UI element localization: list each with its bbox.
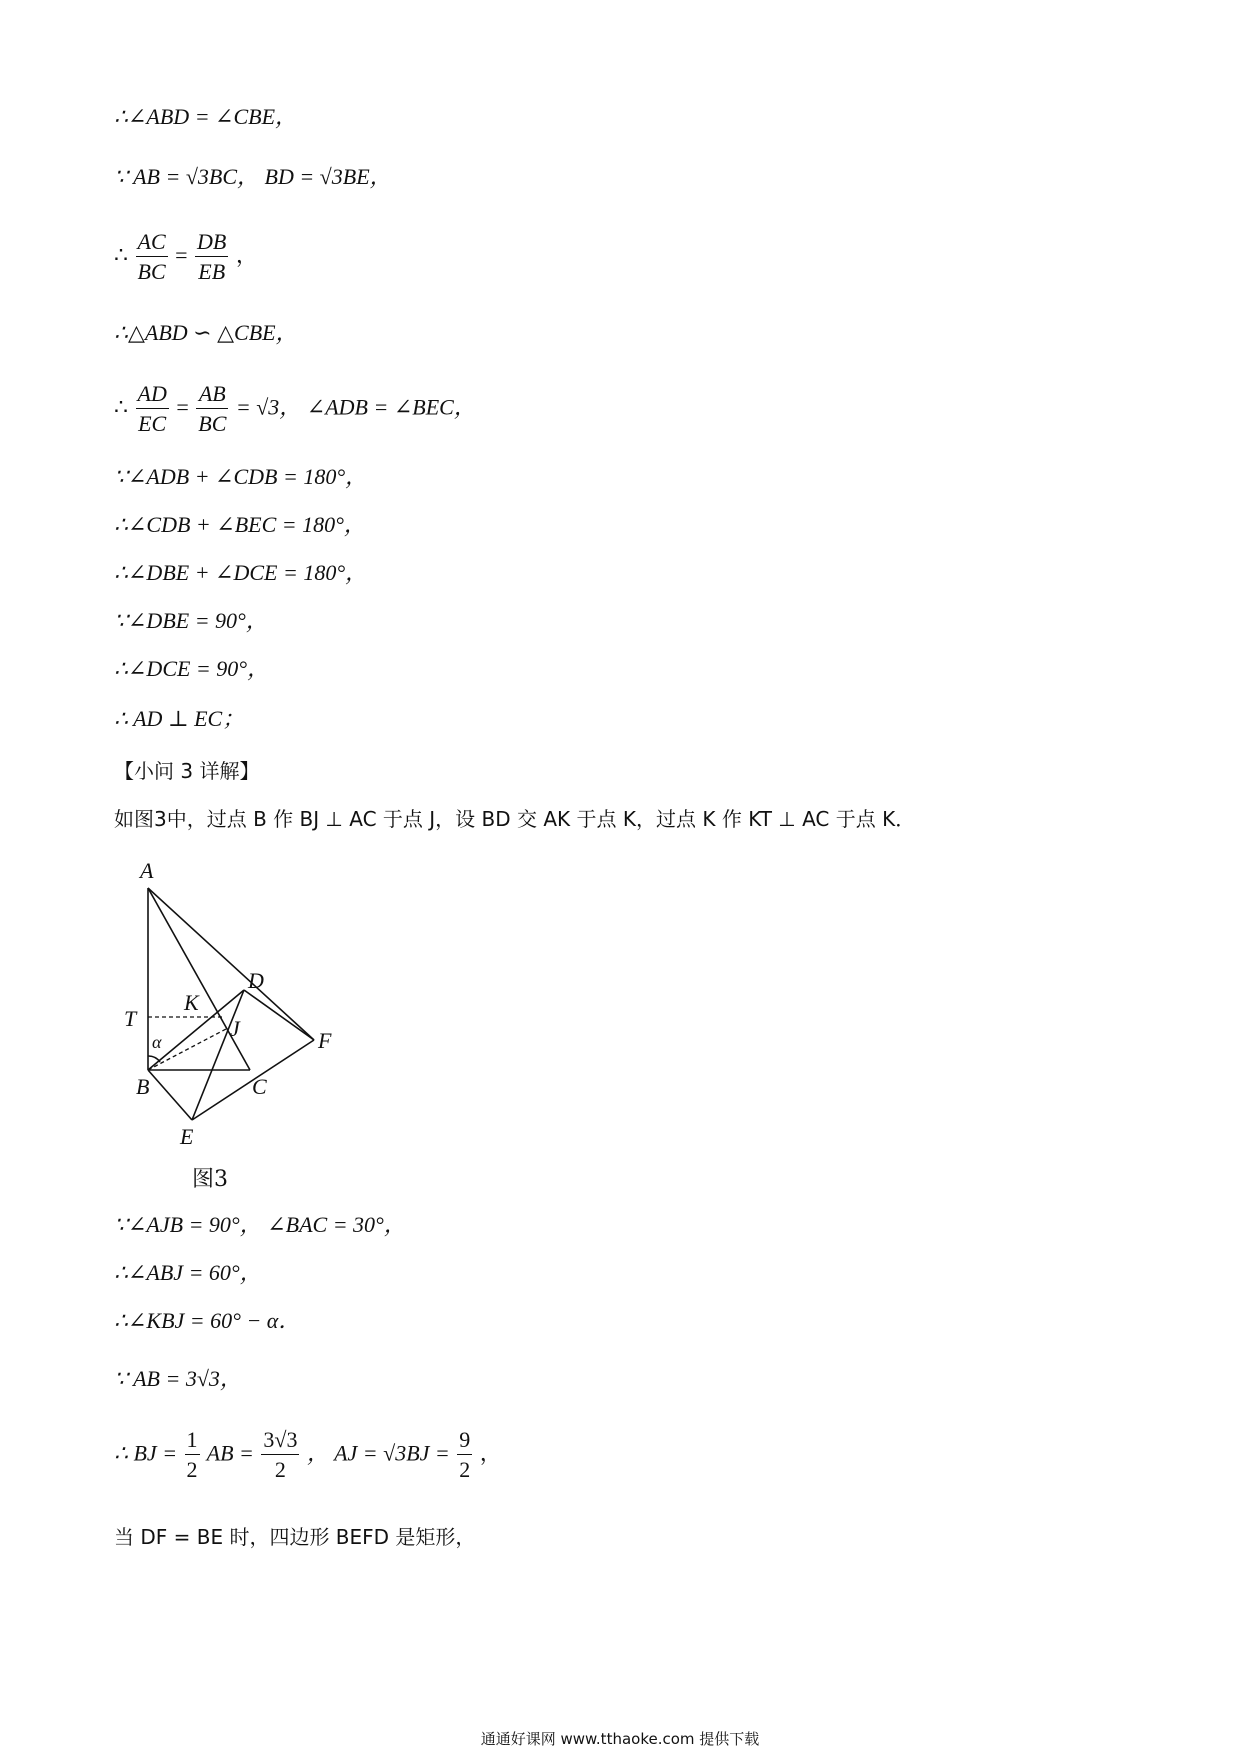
label-J: J xyxy=(230,1016,240,1041)
step-4: ∴△ABD ∽ △CBE， xyxy=(114,320,298,345)
expression-tail: = √3， ∠ADB = ∠BEC， xyxy=(235,394,476,420)
label-C: C xyxy=(252,1074,267,1099)
expression-mid: AB = xyxy=(206,1440,254,1466)
fraction xyxy=(195,228,228,287)
expression-head: ∴ BJ = xyxy=(114,1440,178,1466)
fraction xyxy=(136,380,169,439)
step-2: ∵ AB = √3BC， BD = √3BE， xyxy=(114,164,392,189)
label-alpha: α xyxy=(152,1032,162,1052)
step-8: ∴∠DBE + ∠DCE = 180°， xyxy=(114,560,368,585)
step-17: 当 DF = BE 时，四边形 BEFD 是矩形， xyxy=(114,1525,476,1549)
intro-sentence: 如图3中，过点 B 作 BJ ⊥ AC 于点 J，设 BD 交 AK 于点 K，过点 K 作 KT ⊥ AC 于点 K． xyxy=(114,807,916,831)
step-6: ∵∠ADB + ∠CDB = 180°， xyxy=(114,464,368,489)
step-14: ∴∠KBJ = 60° − α． xyxy=(114,1308,301,1333)
therefore-symbol: ∴ xyxy=(114,242,128,268)
step-7: ∴∠CDB + ∠BEC = 180°， xyxy=(114,512,366,537)
step-3 xyxy=(114,228,258,287)
fraction xyxy=(261,1426,299,1485)
label-D: D xyxy=(248,968,264,993)
numerator: AD xyxy=(136,380,169,409)
numerator: 3√3 xyxy=(261,1426,299,1455)
denominator: BC xyxy=(137,259,166,284)
denominator: 2 xyxy=(274,1457,286,1482)
fraction xyxy=(196,380,228,439)
step-10: ∴∠DCE = 90°， xyxy=(114,656,270,681)
therefore-symbol: ∴ xyxy=(114,394,128,420)
numerator: 9 xyxy=(457,1426,472,1455)
equals: = xyxy=(175,242,188,268)
expression-mid: ， AJ = √3BJ = xyxy=(306,1440,450,1466)
numerator: 1 xyxy=(185,1426,200,1455)
denominator: 2 xyxy=(459,1457,471,1482)
denominator: BC xyxy=(198,411,227,436)
step-5 xyxy=(114,380,476,439)
label-A: A xyxy=(140,858,154,883)
step-1: ∴∠ABD = ∠CBE， xyxy=(114,104,298,129)
section-heading: 【小问 3 详解】 xyxy=(114,759,260,783)
figure-caption: 图3 xyxy=(192,1167,228,1192)
fraction xyxy=(457,1426,472,1485)
step-15: ∵ AB = 3√3， xyxy=(114,1366,242,1391)
label-K: K xyxy=(184,990,199,1015)
denominator: 2 xyxy=(186,1457,198,1482)
label-T: T xyxy=(124,1006,137,1031)
step-11: ∴ AD ⊥ EC； xyxy=(114,706,245,731)
label-B: B xyxy=(136,1074,150,1099)
fraction xyxy=(136,228,168,287)
step-9: ∵∠DBE = 90°， xyxy=(114,608,268,633)
step-16 xyxy=(114,1426,502,1485)
geometry-figure xyxy=(114,852,354,1192)
page-footer: 通通好课网 www.tthaoke.com 提供下载 xyxy=(480,1730,760,1748)
label-F: F xyxy=(318,1028,332,1053)
numerator: AC xyxy=(136,228,168,257)
denominator: EB xyxy=(198,259,226,284)
punctuation: ， xyxy=(235,242,258,268)
denominator: EC xyxy=(138,411,167,436)
punctuation: ， xyxy=(479,1440,502,1466)
numerator: AB xyxy=(196,380,228,409)
step-13: ∴∠ABJ = 60°， xyxy=(114,1260,262,1285)
equals: = xyxy=(176,394,189,420)
fraction xyxy=(185,1426,200,1485)
numerator: DB xyxy=(195,228,228,257)
label-E: E xyxy=(180,1124,194,1149)
step-12: ∵∠AJB = 90°， ∠BAC = 30°， xyxy=(114,1212,406,1237)
